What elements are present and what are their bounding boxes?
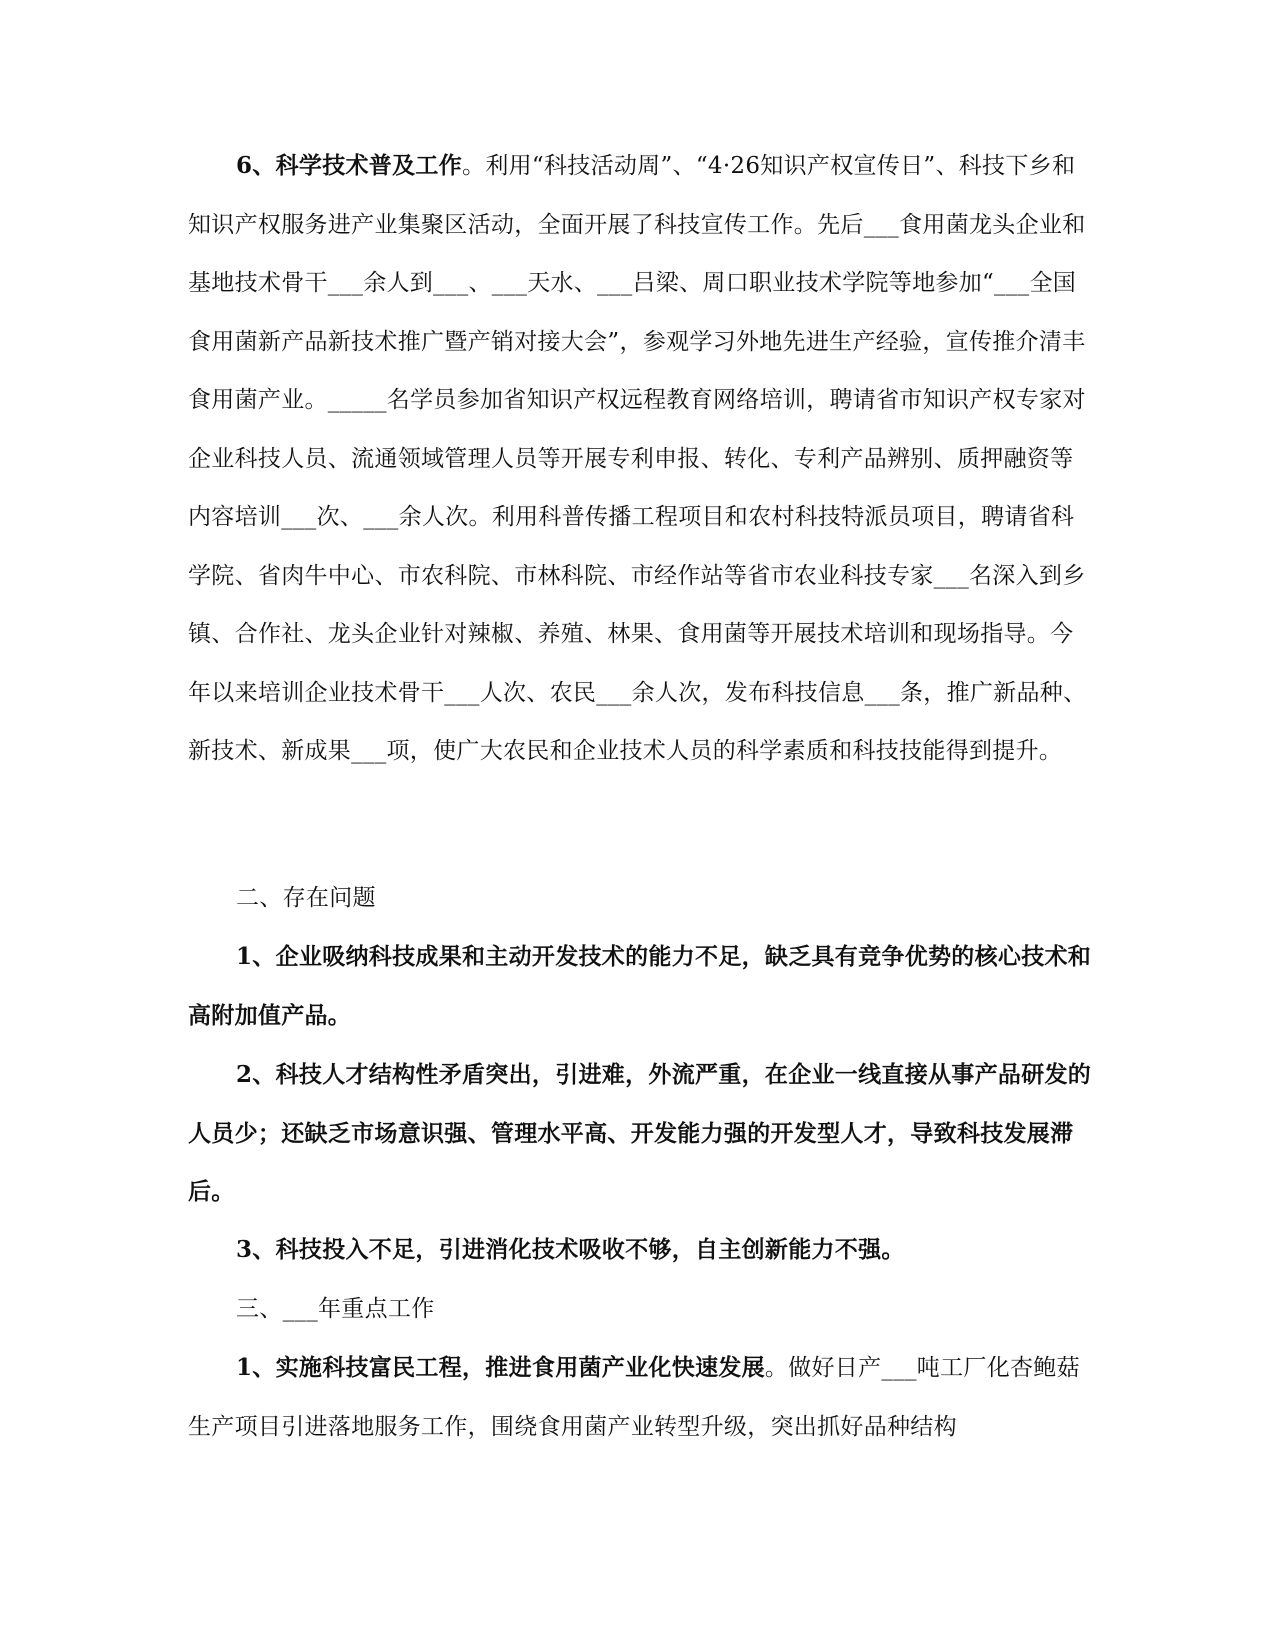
section-heading-problems: 二、存在问题 <box>236 885 376 911</box>
paragraph-body: 。做好日产___吨工厂化杏鲍菇生产项目引进落地服务工作，围绕食用菌产业转型升级，突出抓好品种结构 <box>188 1355 1080 1440</box>
paragraph-lead: 1、实施科技富民工程，推进食用菌产业化快速发展 <box>236 1354 765 1381</box>
paragraph-science-popularization <box>188 137 1092 781</box>
problem-item-1: 1、企业吸纳科技成果和主动开发技术的能力不足，缺乏具有竞争优势的核心技术和高附加值产品。 <box>188 943 1092 1029</box>
problem-item-3: 3、科技投入不足，引进消化技术吸收不够，自主创新能力不强。 <box>236 1236 905 1263</box>
problem-item-2: 2、科技人才结构性矛盾突出，引进难，外流严重，在企业一线直接从事产品研发的人员少；还缺乏市场意识强、管理水平高、开发能力强的开发型人才，导致科技发展滞后。 <box>188 1061 1092 1205</box>
section-heading-key-work: 三、___年重点工作 <box>236 1296 435 1322</box>
paragraph-lead: 6、科学技术普及工作 <box>236 152 463 179</box>
paragraph-body: 。利用“科技活动周”、“4·26知识产权宣传日”、科技下乡和知识产权服务进产业集聚区活动，全面开展了科技宣传工作。先后___食用菌龙头企业和基地技术骨干___余人到___、___天水、___吕梁、周口职业技术学院等地参加“___全国食用菌新产品新技术推广暨产销对接大会”，参观学习外地先进生产经验，宣传推介清丰食用菌产业。_____名学员参加省知识产权远程教育网络培训，聘请省市知识产权专家对企业科技人员、流通领域管理人员等开展专利申报、转化、专利产品辨别、质押融资等内容培训___次、___余人次。利用科普传播工程项目和农村科技特派员项目，聘请省科学院、省肉牛中心、市农科院、市林科院、市经作站等省市农业科技专家___名深入到乡镇、合作社、龙头企业针对辣椒、养殖、林果、食用菌等开展技术培训和现场指导。今年以来培训企业技术骨干___人次、农民___余人次，发布科技信息___条，推广新品种、新技术、新成果___项，使广大农民和企业技术人员的科学素质和科技技能得到提升。 <box>188 153 1087 764</box>
paragraph-key-task-1 <box>188 1339 1092 1456</box>
